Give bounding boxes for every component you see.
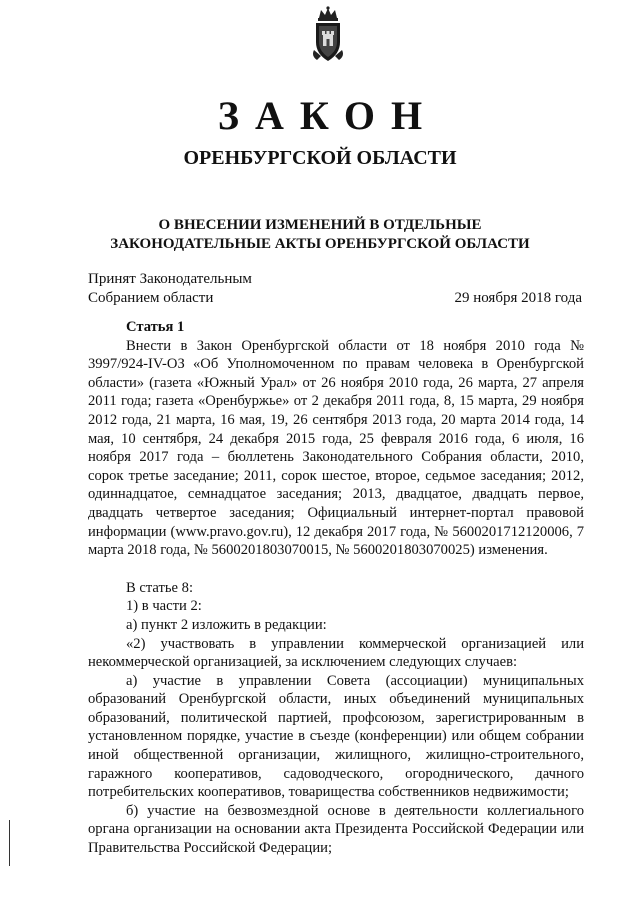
- list-item: «2) участвовать в управлении коммерческой организацией или некоммерческой организацией, за исключением следующих случаев:: [88, 635, 584, 671]
- list-item: б) участие на безвозмездной основе в деятельности коллегиального органа организации на основании акта Президента Российской Федерации или Правительства Российской Федерации;: [88, 802, 584, 857]
- list-item: 1) в части 2:: [126, 598, 202, 615]
- subject-line: ЗАКОНОДАТЕЛЬНЫЕ АКТЫ ОРЕНБУРГСКОЙ ОБЛАСТИ: [110, 236, 530, 252]
- subject-line: О ВНЕСЕНИИ ИЗМЕНЕНИЙ В ОТДЕЛЬНЫЕ: [158, 217, 482, 233]
- article-intro: Внести в Закон Оренбургской области от 18 ноября 2010 года № 3997/924-IV-ОЗ «Об Уполномоченном по правам человека в Оренбургской области» (газета «Южный Урал» от 26 ноября 2010 года, 26 марта, 27 апреля 2011 года; газета «Оренбуржье» от 2 декабря 2011 года, 8, 15 марта, 29 ноября 2012 года, 21 марта, 16 мая, 19, 26 сентября 2013 года, 20 марта 2014 года, 14 мая, 10 сентября, 24 декабря 2015 года, 25 февраля 2016 года, 6 июля, 16 ноября 2017 года – бюллетень Законодательного Собрания области, 2010, сорок третье заседание; 2011, сорок шестое, второе, седьмое заседания; 2012, одиннадцатое, семнадцатое заседания; 2013, двадцатое, двадцать первое, двадцать четвертое заседания; Официальный интернет-портал правовой информации (www.pravo.gov.ru), 12 декабря 2017 года, № 5600201712120006, 7 марта 2018 года, № 5600201803070015, № 5600201803070025) изменения.: [88, 337, 584, 559]
- coat-of-arms-icon: [307, 6, 349, 64]
- law-subject: [0, 216, 640, 254]
- adoption-date: 29 ноября 2018 года: [454, 290, 582, 306]
- adoption-line: Собранием области: [88, 290, 214, 306]
- scan-margin-line: [9, 820, 10, 866]
- list-item: а) пункт 2 изложить в редакции:: [126, 616, 327, 633]
- list-item: В статье 8:: [126, 579, 194, 596]
- adoption-line: Принят Законодательным: [88, 271, 252, 287]
- list-item: а) участие в управлении Совета (ассоциации) муниципальных образований Оренбургской области, иных объединений муниципальных образований, политической партией, профсоюзом, зарегистрированным в установленном порядке, участие в съезде (конференции) или общем собрании иной общественной организации, жилищного, жилищно-строительного, гаражного кооперативов, садоводческого, огороднического, дачного потребительских кооперативов, товарищества собственников недвижимости;: [88, 672, 584, 801]
- law-title: ЗАКОН: [217, 93, 439, 138]
- law-body: [88, 318, 584, 858]
- article-heading: Статья 1: [126, 319, 185, 335]
- region-title: ОРЕНБУРГСКОЙ ОБЛАСТИ: [183, 147, 457, 169]
- adoption-note: [88, 270, 252, 308]
